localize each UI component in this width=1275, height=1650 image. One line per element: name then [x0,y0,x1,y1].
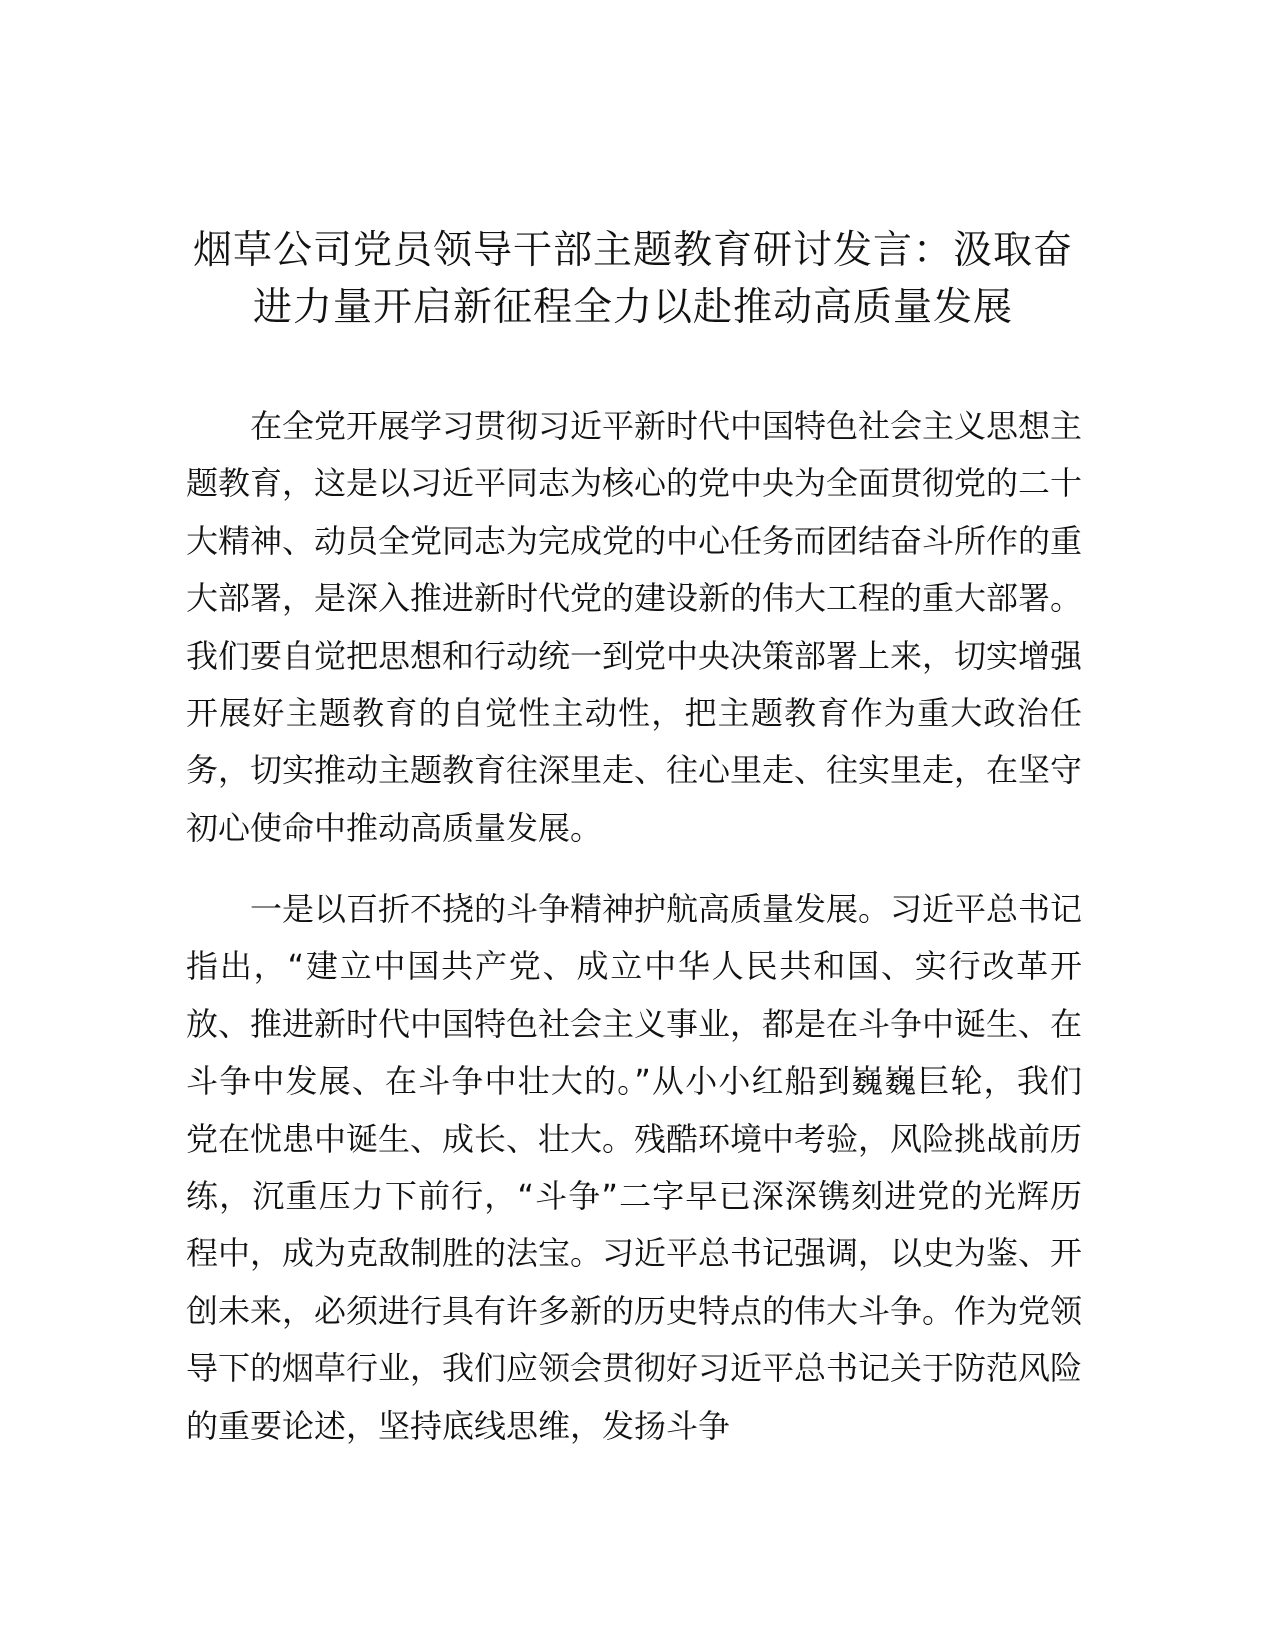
paragraph-text: 一是以百折不挠的斗争精神护航高质量发展。习近平总书记指出，“建立中国共产党、成立中华人民共和国、实行改革开放、推进新时代中国特色社会主义事业，都是在斗争中诞生、在斗争中发展、在斗争中壮大的。”从小小红船到巍巍巨轮，我们党在忧患中诞生、成长、壮大。残酷环境中考验，风险挑战前历练，沉重压力下前行，“斗争”二字早已深深镌刻进党的光辉历程中，成为克敌制胜的法宝。习近平总书记强调，以史为鉴、开创未来，必须进行具有许多新的历史特点的伟大斗争。作为党领导下的烟草行业，我们应领会贯彻好习近平总书记关于防范风险的重要论述，坚持底线思维，发扬斗争 [186,890,1083,1445]
paragraph-text: 在全党开展学习贯彻习近平新时代中国特色社会主义思想主题教育，这是以习近平同志为核心的党中央为全面贯彻党的二十大精神、动员全党同志为完成党的中心任务而团结奋斗所作的重大部署，是深入推进新时代党的建设新的伟大工程的重大部署。我们要自觉把思想和行动统一到党中央决策部署上来，切实增强开展好主题教育的自觉性主动性，把主题教育作为重大政治任务，切实推动主题教育往深里走、往心里走、往实里走，在坚守初心使命中推动高质量发展。 [186,407,1083,847]
paragraph-intro [186,398,1082,857]
paragraph-point-one [186,881,1082,1455]
document-title: 烟草公司党员领导干部主题教育研讨发言：汲取奋进力量开启新征程全力以赴推动高质量发展 [192,228,1073,330]
